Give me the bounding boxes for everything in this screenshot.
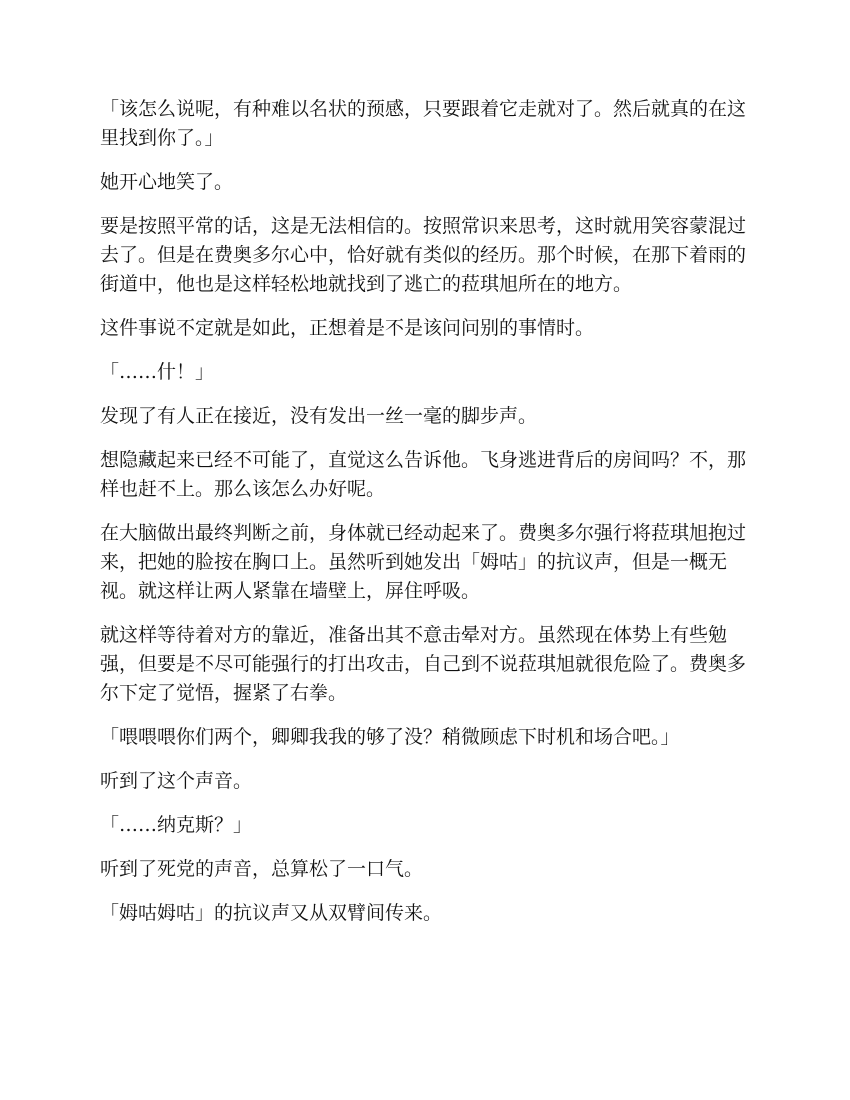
paragraph: 「……什！」 [100, 361, 215, 383]
paragraph: 听到了这个声音。 [100, 770, 253, 792]
paragraph: 「喂喂喂你们两个，卿卿我我的够了没？稍微顾虑下时机和场合吧。」 [100, 726, 680, 748]
paragraph: 「姆咕姆咕」的抗议声又从双臂间传来。 [100, 902, 443, 924]
paragraph: 要是按照平常的话，这是无法相信的。按照常识来思考，这时就用笑容蒙混过去了。但是在费奥多尔心中，恰好就有类似的经历。那个时候，在那下着雨的街道中，他也是这样轻松地就找到了逃亡的菈琪旭所在的地方。 [100, 215, 747, 295]
paragraph: 「……纳克斯？」 [100, 814, 253, 836]
paragraph: 发现了有人正在接近，没有发出一丝一毫的脚步声。 [100, 405, 538, 427]
paragraph: 她开心地笑了。 [100, 171, 234, 193]
paragraph: 想隐藏起来已经不可能了，直觉这么告诉他。飞身逃进背后的房间吗？不，那样也赶不上。那么该怎么办好呢。 [100, 449, 747, 500]
document-page [100, 95, 760, 943]
paragraph: 听到了死党的声音，总算松了一口气。 [100, 858, 424, 880]
paragraph: 这件事说不定就是如此，正想着是不是该问问别的事情时。 [100, 317, 595, 339]
paragraph: 「该怎么说呢，有种难以名状的预感，只要跟着它走就对了。然后就真的在这里找到你了。」 [100, 98, 747, 149]
paragraph: 在大脑做出最终判断之前，身体就已经动起来了。费奥多尔强行将菈琪旭抱过来，把她的脸按在胸口上。虽然听到她发出「姆咕」的抗议声，但是一概无视。就这样让两人紧靠在墙壁上，屏住呼吸。 [100, 522, 747, 602]
paragraph: 就这样等待着对方的靠近，准备出其不意击晕对方。虽然现在体势上有些勉强，但要是不尽可能强行的打出攻击，自己到不说菈琪旭就很危险了。费奥多尔下定了觉悟，握紧了右拳。 [100, 624, 747, 704]
